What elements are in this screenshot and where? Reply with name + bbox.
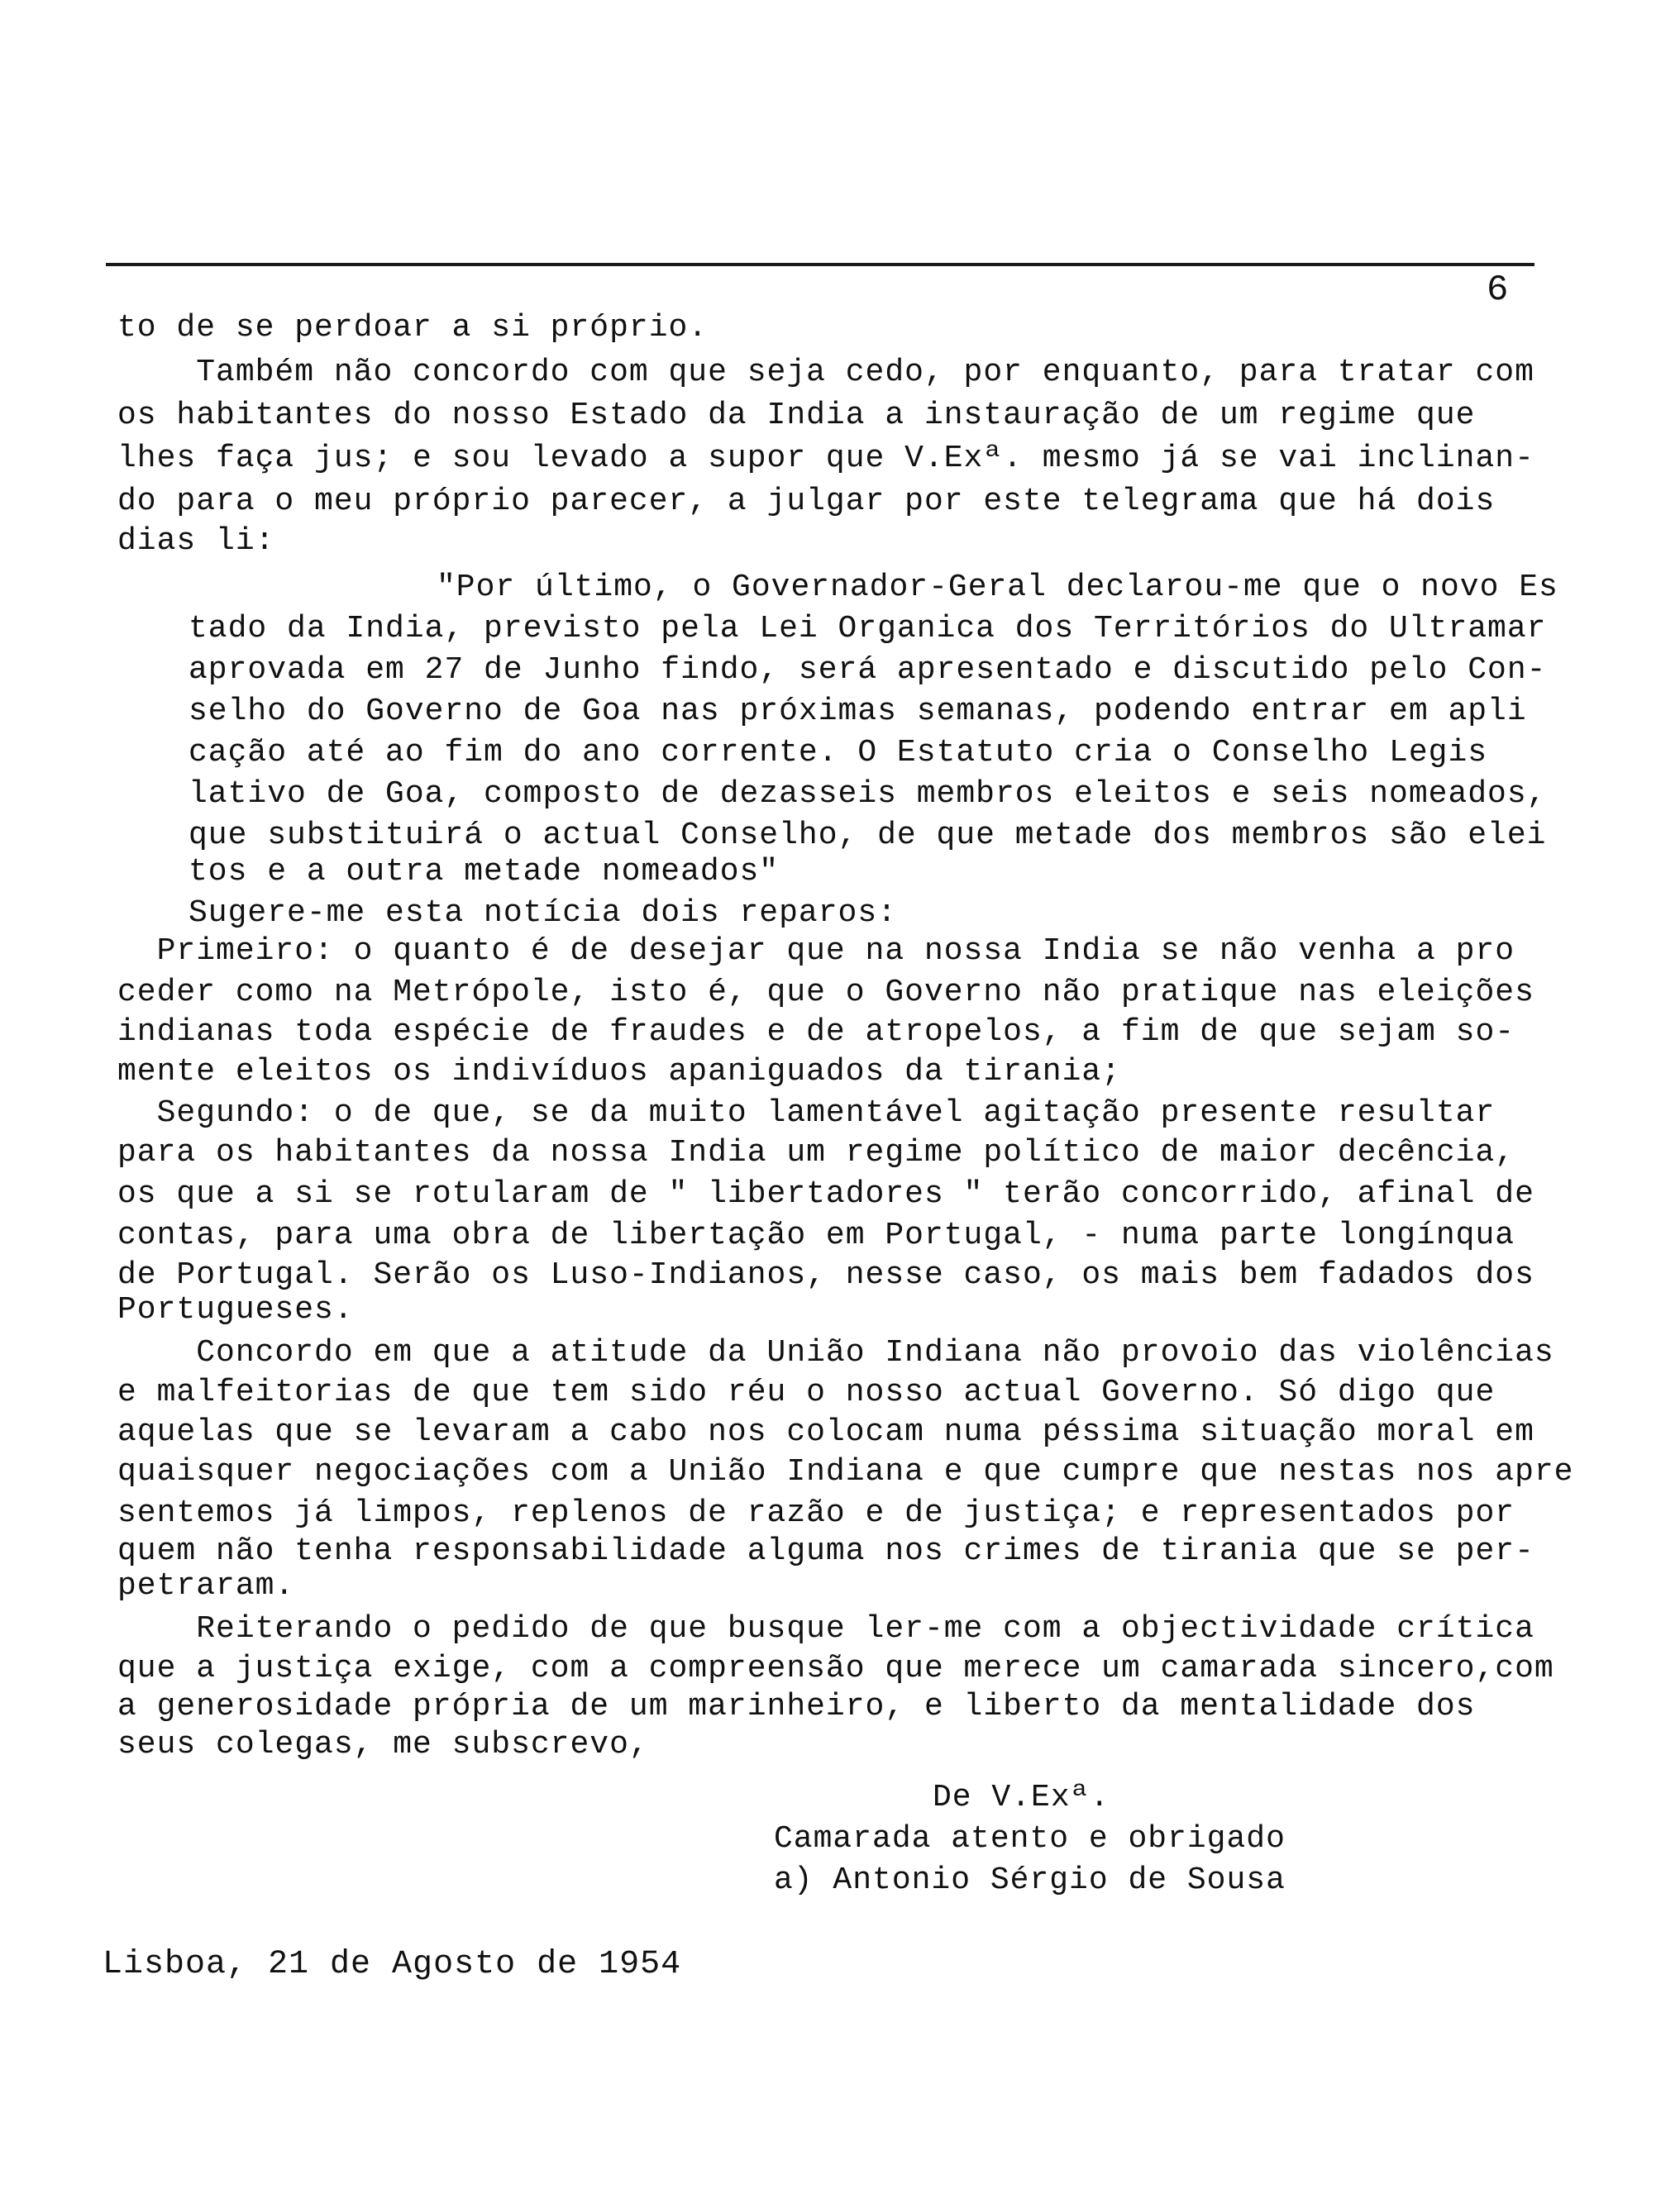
body-line: Portugueses. [117,1292,354,1328]
body-line: contas, para uma obra de libertação em Portugal, - numa parte longínqua [117,1218,1515,1253]
quote-line: aprovada em 27 de Junho findo, será apresentado e discutido pelo Con- [189,652,1547,688]
quote-line: lativo de Goa, composto de dezasseis membros eleitos e seis nomeados, [189,776,1547,812]
body-line: Também não concordo com que seja cedo, por enquanto, para tratar com [117,355,1534,390]
body-line: a generosidade própria de um marinheiro, e liberto da mentalidade dos [117,1689,1476,1724]
body-line: seus colegas, me subscrevo, [117,1727,649,1762]
body-line: to de se perdoar a si próprio. [117,310,709,346]
body-line: Sugere-me esta notícia dois reparos: [189,895,897,931]
body-line: os que a si se rotularam de " libertadores " terão concorrido, afinal de [117,1176,1534,1212]
quote-line: selho do Governo de Goa nas próximas semanas, podendo entrar em apli [189,694,1527,729]
body-line: Primeiro: o quanto é de desejar que na nossa India se não venha a pro [117,933,1515,969]
quote-line: cação até ao fim do ano corrente. O Estatuto cria o Conselho Legis [189,735,1488,770]
body-line: Reiterando o pedido de que busque ler-me com a objectividade crítica [117,1611,1534,1647]
body-line: aquelas que se levaram a cabo nos colocam numa péssima situação moral em [117,1414,1534,1450]
body-line: os habitantes do nosso Estado da India a instauração de um regime que [117,398,1476,433]
body-line: quem não tenha responsabilidade alguma nos crimes de tirania que se per- [117,1533,1534,1569]
quote-line: tado da India, previsto pela Lei Organica dos Territórios do Ultramar [189,611,1547,646]
body-line: ceder como na Metrópole, isto é, que o Governo não pratique nas eleições [117,975,1534,1010]
body-line: sentemos já limpos, replenos de razão e de justiça; e representados por [117,1495,1515,1531]
quote-line: tos e a outra metade nomeados" [189,854,780,889]
body-line: indianas toda espécie de fraudes e de atropelos, a fim de que sejam so- [117,1014,1515,1050]
quote-line: que substituirá o actual Conselho, de que metade dos membros são elei [189,818,1547,853]
body-line: dias li: [117,523,275,559]
place-date: Lisboa, 21 de Agosto de 1954 [103,1946,682,1983]
body-line: Segundo: o de que, se da muito lamentável agitação presente resultar [117,1095,1496,1131]
body-line: quaisquer negociações com a União Indiana e que cumpre que nestas nos apre [117,1454,1574,1490]
signature: a) Antonio Sérgio de Sousa [774,1862,1286,1898]
body-line: Concordo em que a atitude da União Indiana não provoio das violências [117,1335,1554,1371]
body-line: de Portugal. Serão os Luso-Indianos, nesse caso, os mais bem fadados dos [117,1257,1534,1293]
body-line: lhes faça jus; e sou levado a supor que V.Exª. mesmo já se vai inclinan- [117,441,1534,476]
quote-line: "Por último, o Governador-Geral declarou-me que o novo Es [437,570,1558,605]
closing-salutation: De V.Exª. [933,1780,1110,1815]
body-line: para os habitantes da nossa India um regime político de maior decência, [117,1135,1515,1171]
body-line: petraram. [117,1568,295,1604]
body-line: que a justiça exige, com a compreensão que merece um camarada sincero,com [117,1651,1554,1686]
page-number: 6 [1487,269,1510,311]
body-line: do para o meu próprio parecer, a julgar por este telegrama que há dois [117,484,1496,519]
body-line: e malfeitorias de que tem sido réu o nosso actual Governo. Só digo que [117,1375,1496,1410]
header-rule [106,263,1534,266]
closing-complimentary: Camarada atento e obrigado [774,1821,1286,1857]
body-line: mente eleitos os indivíduos apaniguados da tirania; [117,1054,1121,1090]
